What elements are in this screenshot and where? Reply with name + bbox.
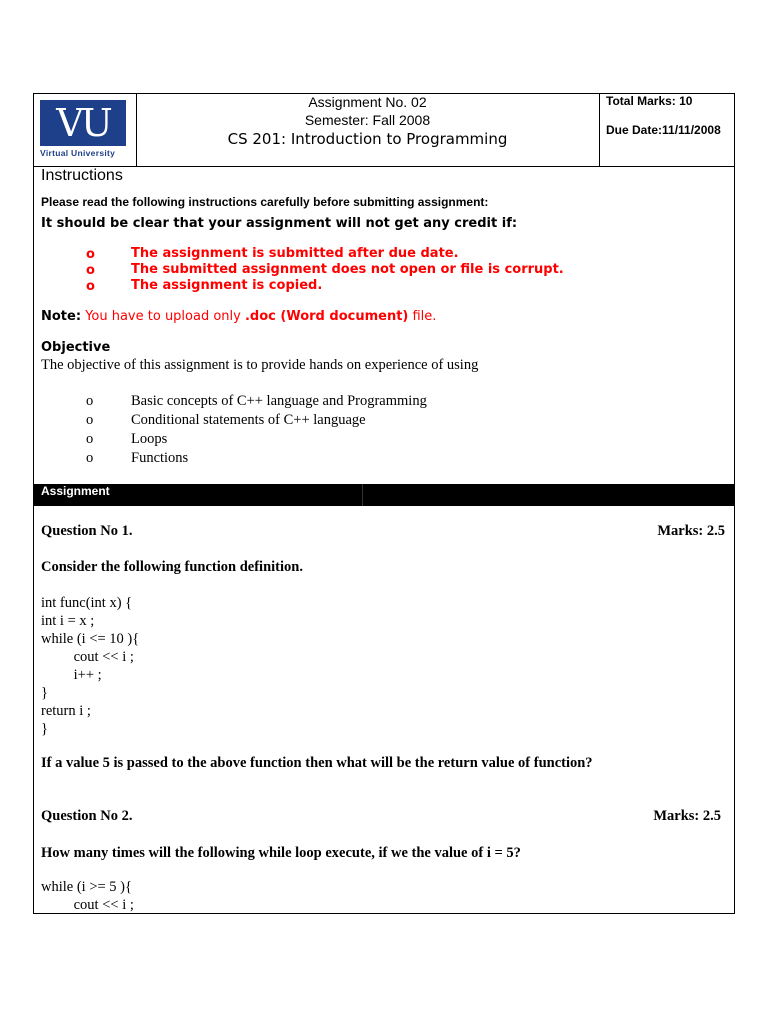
logo-letters: VU bbox=[56, 101, 110, 145]
logo-caption: Virtual University bbox=[40, 148, 116, 158]
assignment-label: Assignment bbox=[41, 484, 110, 498]
bullet-marker: o bbox=[86, 450, 94, 466]
note-text-end: file. bbox=[408, 309, 437, 324]
semester: Semester: Fall 2008 bbox=[304, 112, 431, 128]
header-table bbox=[34, 94, 734, 167]
bullet-marker: o bbox=[86, 247, 95, 262]
vu-logo bbox=[40, 100, 126, 146]
course-title: CS 201: Introduction to Programming bbox=[227, 130, 508, 148]
assignment-number: Assignment No. 02 bbox=[308, 94, 427, 110]
question-1-marks: Marks: 2.5 bbox=[657, 523, 725, 539]
objective-item: Conditional statements of C++ language bbox=[131, 412, 366, 428]
question-2-marks: Marks: 2.5 bbox=[653, 808, 721, 824]
question-1-text: If a value 5 is passed to the above function then what will be the return value of function? bbox=[41, 755, 593, 771]
bullet-marker: o bbox=[86, 431, 94, 447]
question-2-title: Question No 2. bbox=[41, 808, 133, 824]
question-1-title: Question No 1. bbox=[41, 523, 133, 539]
question-1-prompt: Consider the following function definition. bbox=[41, 559, 303, 575]
total-marks: Total Marks: 10 bbox=[606, 94, 693, 108]
assignment-bar bbox=[34, 484, 734, 506]
upload-note bbox=[41, 309, 436, 325]
note-label: Note: bbox=[41, 309, 82, 324]
credit-warning: It should be clear that your assignment will not get any credit if: bbox=[41, 216, 518, 231]
bullet-marker: o bbox=[86, 263, 95, 278]
bullet-marker: o bbox=[86, 412, 94, 428]
bullet-marker: o bbox=[86, 393, 94, 409]
objective-heading: Objective bbox=[41, 340, 111, 355]
due-date: Due Date:11/11/2008 bbox=[606, 123, 721, 137]
note-format: .doc (Word document) bbox=[244, 309, 409, 324]
logo-cell bbox=[34, 94, 137, 166]
objective-item: Loops bbox=[131, 431, 168, 447]
question-1-code: int func(int x) { int i = x ; while (i <= 10 ){ cout << i ; i++ ; } return i ; } bbox=[41, 595, 140, 737]
objective-text: The objective of this assignment is to provide hands on experience of using bbox=[41, 357, 479, 373]
note-text: You have to upload only bbox=[85, 309, 245, 324]
question-2-code: while (i >= 5 ){ cout << i ; bbox=[41, 879, 134, 913]
bar-divider bbox=[362, 484, 363, 506]
objective-item: Functions bbox=[131, 450, 189, 466]
instructions-intro: Please read the following instructions carefully before submitting assignment: bbox=[41, 195, 489, 209]
objective-item: Basic concepts of C++ language and Programming bbox=[131, 393, 427, 409]
assignment-document bbox=[33, 93, 735, 914]
question-2-prompt: How many times will the following while loop execute, if we the value of i = 5? bbox=[41, 845, 521, 861]
title-cell bbox=[136, 94, 600, 166]
instructions-heading: Instructions bbox=[41, 167, 123, 184]
bullet-marker: o bbox=[86, 279, 95, 294]
meta-cell bbox=[600, 94, 734, 166]
instruction-item: The assignment is copied. bbox=[131, 278, 323, 293]
instruction-item: The submitted assignment does not open or file is corrupt. bbox=[131, 262, 564, 277]
instruction-item: The assignment is submitted after due date. bbox=[131, 246, 459, 261]
